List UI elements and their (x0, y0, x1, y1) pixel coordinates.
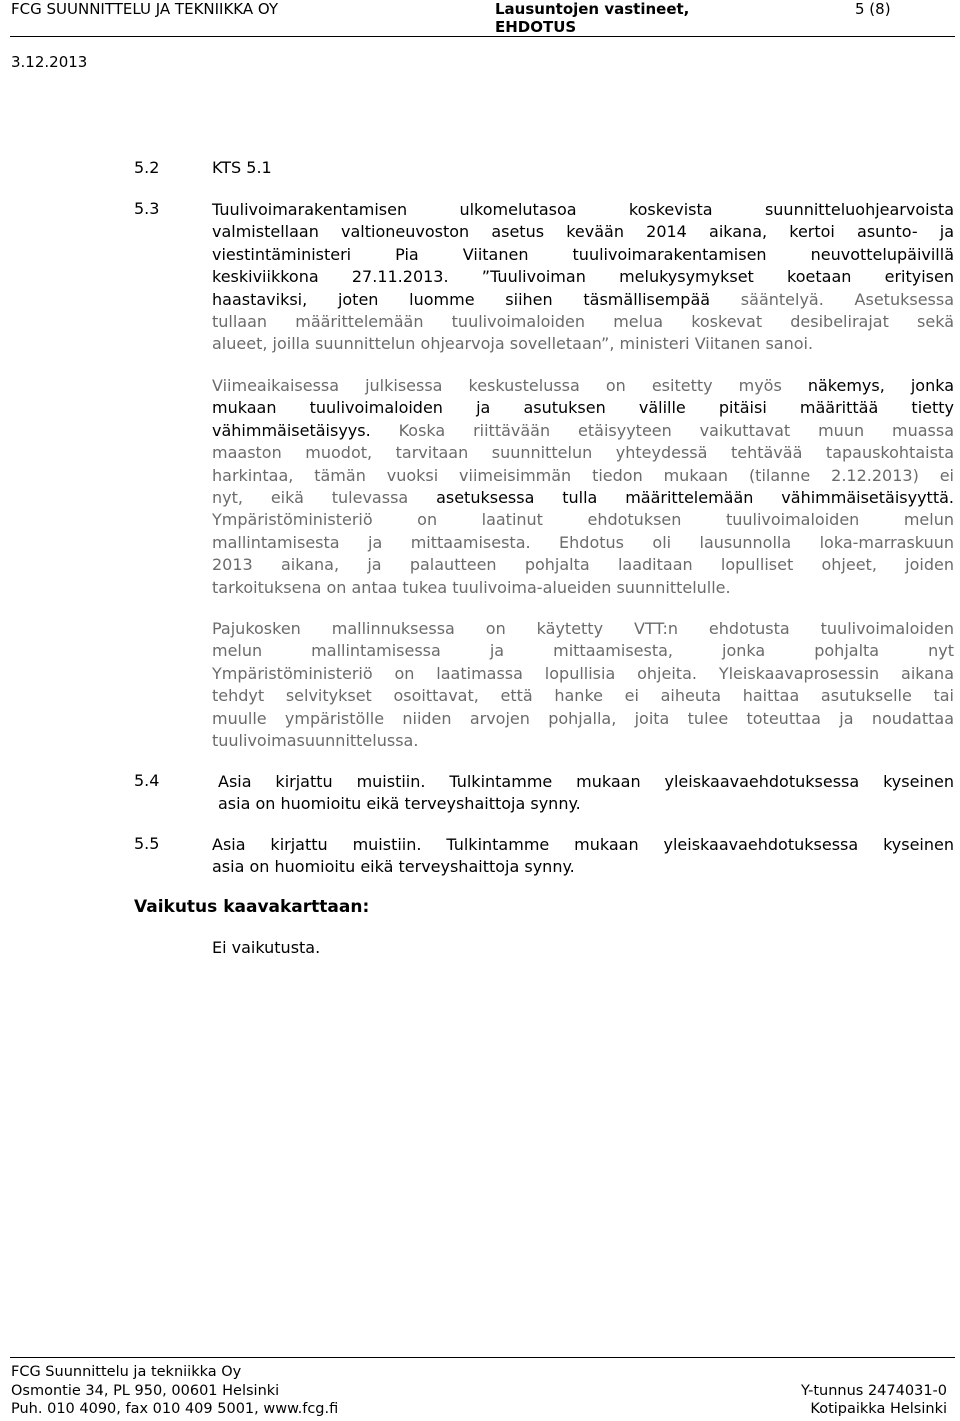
footer-contact: Puh. 010 4090, fax 010 409 5001, www.fcg.fi (11, 1401, 339, 1417)
header-page-number: 5 (8) (855, 0, 891, 18)
text-line: mukaan tuulivoimaloiden ja asutuksen välille pitäisi määrittää tietty (212, 398, 954, 418)
text-line: valmistellaan valtioneuvoston asetus kevään 2014 aikana, kertoi asunto- ja (212, 222, 954, 242)
item-number-5-5: 5.5 (134, 834, 160, 853)
text-line: Asia kirjattu muistiin. Tulkintamme mukaan yleiskaavaehdotuksessa kyseinen (218, 772, 954, 791)
text-line: mallintamisesta ja mittaamisesta. Ehdotus oli lausunnolla loka-marraskuun (212, 532, 954, 552)
text-line: Asia kirjattu muistiin. Tulkintamme mukaan yleiskaavaehdotuksessa kyseinen (212, 835, 954, 854)
text-line: Tuulivoimarakentamisen ulkomelutasoa koskevista suunnitteluohjearvoista (212, 200, 954, 219)
text-line: tarkoituksena on antaa tukea tuulivoima-alueiden suunnittelulle. (212, 577, 731, 597)
text-line: Pajukosken mallinnuksessa on käytetty VTT:n ehdotusta tuulivoimaloiden (212, 619, 954, 638)
text-line: asia on huomioitu eikä terveyshaittoja synny. (218, 794, 581, 814)
text-line: harkintaa, tämän vuoksi viimeisimmän tiedon mukaan (tilanne 2.12.2013) ei (212, 465, 954, 485)
text-line: tullaan määrittelemään tuulivoimaloiden melua koskevat desibelirajat sekä (212, 311, 954, 331)
paragraph-distance (212, 375, 954, 599)
item-text-5-2: KTS 5.1 (212, 158, 272, 177)
map-impact-text: Ei vaikutusta. (212, 938, 321, 957)
text-line: alueet, joilla suunnittelun ohjearvoja sovelletaan”, ministeri Viitanen sanoi. (212, 334, 814, 354)
item-number-5-3: 5.3 (134, 199, 160, 218)
item-text-5-4 (218, 771, 954, 816)
paragraph-modelling (212, 618, 954, 752)
header-date: 3.12.2013 (11, 53, 88, 71)
footer-business-id: Y-tunnus 2474031-0 (800, 1383, 947, 1399)
item-number-5-2: 5.2 (134, 158, 160, 177)
paragraph-regulation (212, 199, 954, 356)
text-line: keskiviikkona 27.11.2013. ”Tuulivoiman melukysymykset koetaan erityisen (212, 267, 954, 287)
text-line: muulle ympäristölle niiden arvojen pohjalla, joita tulee toteuttaa ja noudattaa (212, 708, 954, 728)
text-line: melun mallintamisessa ja mittaamisesta, jonka pohjalta nyt (212, 641, 954, 661)
text-line: maaston muodot, tarvitaan suunnittelun yhteydessä tehtävää tapauskohtaista (212, 443, 954, 463)
header-doc-title: Lausuntojen vastineet, (495, 0, 690, 18)
text-line: nyt, eikä tulevassa asetuksessa tulla määrittelemään vähimmäisetäisyyttä. (212, 487, 954, 507)
text-line: Ympäristöministeriö on laatinut ehdotuksen tuulivoimaloiden melun (212, 510, 954, 530)
item-text-5-5 (212, 834, 954, 879)
item-number-5-4: 5.4 (134, 771, 160, 790)
text-line: tehdyt selvitykset osoittavat, että hanke ei aiheuta haittaa asutukselle tai (212, 686, 954, 706)
text-line: vähimmäisetäisyys. Koska riittävään etäisyyteen vaikuttavat muun muassa (212, 420, 954, 440)
footer-domicile: Kotipaikka Helsinki (810, 1401, 947, 1417)
text-line: 2013 aikana, ja palautteen pohjalta laaditaan lopulliset ohjeet, joiden (212, 555, 954, 575)
footer-address: Osmontie 34, PL 950, 00601 Helsinki (11, 1383, 280, 1399)
text-line: haastaviksi, joten luomme siihen täsmällisempää sääntelyä. Asetuksessa (212, 289, 955, 309)
text-line: Ympäristöministeriö on laatimassa lopullisia ohjeita. Yleiskaavaprosessin aikana (212, 663, 954, 683)
header-divider (10, 36, 955, 37)
text-line: tuulivoimasuunnittelussa. (212, 730, 419, 750)
footer-divider (10, 1357, 955, 1358)
map-impact-heading: Vaikutus kaavakarttaan: (134, 897, 370, 917)
header-doc-status: EHDOTUS (495, 18, 577, 36)
header-company: FCG SUUNNITTELU JA TEKNIIKKA OY (11, 0, 279, 18)
footer-company: FCG Suunnittelu ja tekniikka Oy (11, 1364, 242, 1380)
text-line: asia on huomioitu eikä terveyshaittoja synny. (212, 857, 575, 877)
text-line: Viimeaikaisessa julkisessa keskustelussa on esitetty myös näkemys, jonka (212, 376, 955, 395)
text-line: viestintäministeri Pia Viitanen tuulivoimarakentamisen neuvottelupäivillä (212, 244, 954, 264)
